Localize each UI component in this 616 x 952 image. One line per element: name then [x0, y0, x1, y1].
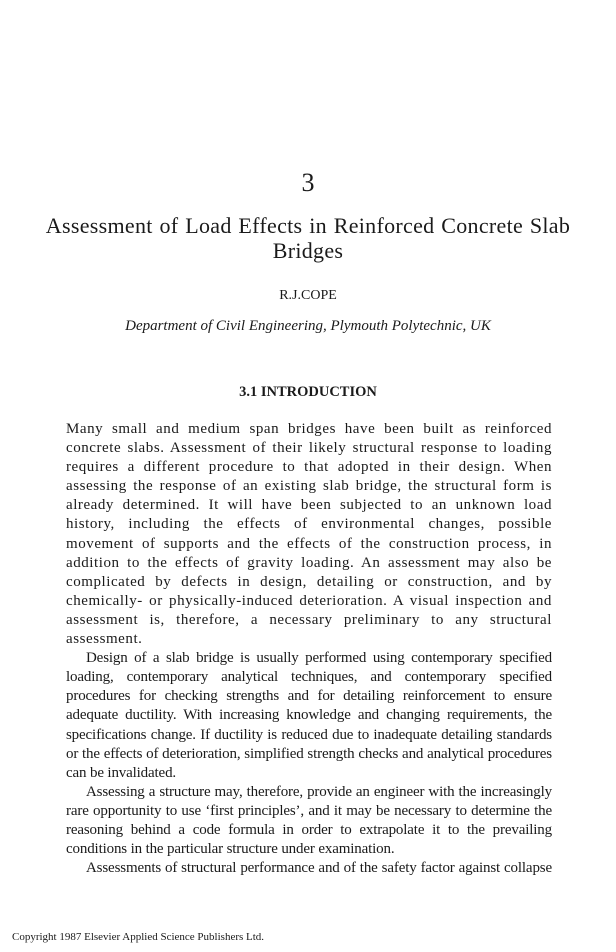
author-affiliation: Department of Civil Engineering, Plymouth Polytechnic, UK [125, 318, 491, 334]
chapter-title: Assessment of Load Effects in Reinforced Concrete Slab Bridges [45, 213, 571, 263]
body-text [66, 420, 552, 878]
author-name: R.J.COPE [279, 288, 337, 303]
paragraph-2: Design of a slab bridge is usually performed using contemporary specified loading, contemporary analytical techniques, and contemporary specified procedures for checking strengths and for detailing reinforcement to ensure adequate ductility. With increasing knowledge and changing requirements, the specifications change. If ductility is reduced due to inadequate detailing standards or the effects of deterioration, simplified strength checks and analytical procedures can be invalidated. [66, 650, 552, 781]
copyright-notice: Copyright 1987 Elsevier Applied Science Publishers Ltd. [12, 931, 265, 943]
paragraph-1: Many small and medium span bridges have been built as reinforced concrete slabs. Assessment of their likely structural response to loading requires a different procedure to that adopted in their design. When assessing the response of an existing slab bridge, the structural form is already determined. It will have been subjected to an unknown load history, including the effects of environmental changes, possible movement of supports and the effects of the construction process, in addition to the effects of gravity loading. An assessment may also be complicated by defects in design, detailing or construction, and by chemically- or physically-induced deterioration. A visual inspection and assessment is, therefore, a necessary preliminary to any structural assessment. [66, 421, 552, 648]
section-heading: 3.1 INTRODUCTION [239, 384, 377, 400]
paragraph-3: Assessing a structure may, therefore, provide an engineer with the increasingly rare opportunity to use ‘first principles’, and it may be necessary to determine the reasoning behind a code formula in order to extrapolate it to the prevailing conditions in the particular structure under examination. [66, 783, 552, 858]
chapter-number: 3 [301, 168, 315, 197]
paragraph-4: Assessments of structural performance and of the safety factor against collapse [86, 860, 552, 877]
